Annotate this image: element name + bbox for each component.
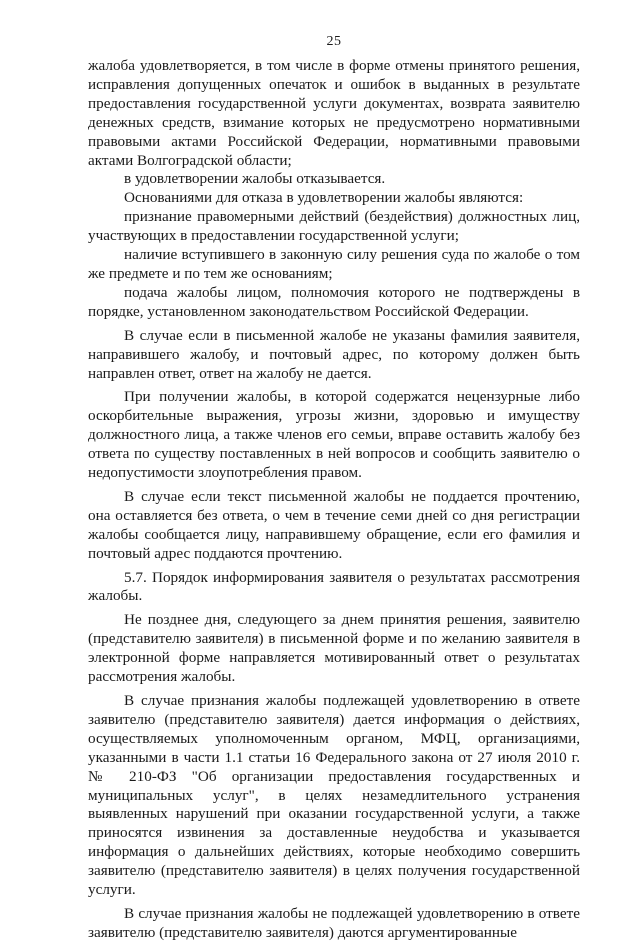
paragraph-continuation: жалоба удовлетворяется, в том числе в форме отмены принятого решения, исправления допущенных опечаток и ошибок в выданных в результате предоставления государственной услуги документах, возврата заявителю денежных средств, взимание которых не предусмотрено нормативными правовыми актами Российской Федерации, нормативными правовыми актами Волгоградской области; xyxy=(88,57,580,169)
paragraph-unconfirmed-authority: подача жалобы лицом, полномочия которого не подтверждены в порядке, установленном законодательством Российской Федерации. xyxy=(88,283,580,320)
paragraph-complaint-rejected: в удовлетворении жалобы отказывается. xyxy=(124,170,386,188)
paragraph-refusal-grounds: Основаниями для отказа в удовлетворении жалобы являются: xyxy=(124,189,524,207)
paragraph-missing-name-address: В случае если в письменной жалобе не указаны фамилия заявителя, направившего жалобу, и почтовый адрес, по которому должен быть направлен ответ, ответ на жалобу не дается. xyxy=(88,326,580,382)
paragraph-lawful-actions: признание правомерными действий (бездействия) должностных лиц, участвующих в предоставлении государственной услуги; xyxy=(88,208,580,245)
paragraph-section-5-7: 5.7. Порядок информирования заявителя о результатах рассмотрения жалобы. xyxy=(88,568,580,605)
paragraph-complaint-satisfied: В случае признания жалобы подлежащей удовлетворению в ответе заявителю (представителю заявителя) дается информация о действиях, осуществляемых уполномоченным органом, МФЦ, организациями, указанными в части 1.1 статьи 16 Федерального закона от 27 июля 2010 г. № 210-ФЗ "Об организации предоставления государственных и муниципальных услуг", в целях незамедлительного устранения выявленных нарушений при оказании государственной услуги, а также приносятся извинения за доставленные неудобства и указывается информация о дальнейших действиях, которые необходимо совершить заявителю (представителю заявителя) в целях получения государственной услуги. xyxy=(88,692,580,899)
paragraph-court-decision: наличие вступившего в законную силу решения суда по жалобе о том же предмете и по тем же основаниям; xyxy=(88,246,580,282)
paragraph-offensive-language: При получении жалобы, в которой содержатся нецензурные либо оскорбительные выражения, угрозы жизни, здоровью и имуществу должностного лица, а также членов его семьи, вправе оставить жалобу без ответа по существу поставленных в ней вопросов и сообщить заявителю о недопустимости злоупотребления правом. xyxy=(88,388,580,482)
page-number: 25 xyxy=(326,34,342,49)
paragraph-unreadable-text: В случае если текст письменной жалобы не поддается прочтению, она оставляется без ответа, о чем в течение семи дней со дня регистрации жалобы сообщается лицу, направившему обращение, если его фамилия и почтовый адрес поддаются прочтению. xyxy=(88,487,580,562)
paragraph-response-deadline: Не позднее дня, следующего за днем принятия решения, заявителю (представителю заявителя) в письменной форме и по желанию заявителя в электронной форме направляется мотивированный ответ о результатах рассмотрения жалобы. xyxy=(88,611,580,686)
paragraph-complaint-not-satisfied: В случае признания жалобы не подлежащей удовлетворению в ответе заявителю (представителю заявителя) даются аргументированные xyxy=(88,904,580,941)
